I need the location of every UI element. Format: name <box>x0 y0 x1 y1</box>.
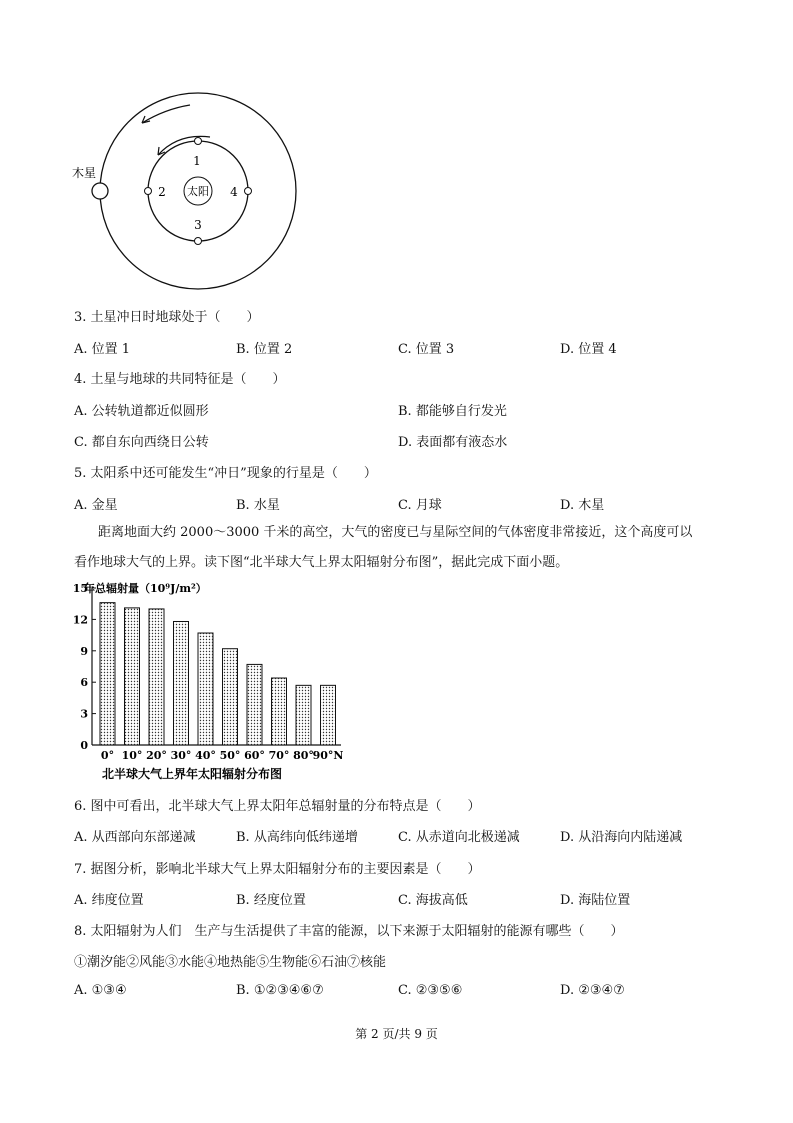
q3-option-d[interactable]: D. 位置 4 <box>560 342 617 357</box>
position-3-dot <box>195 238 202 245</box>
q3-option-c[interactable]: C. 位置 3 <box>398 342 455 357</box>
q8-option-b[interactable]: B. ①②③④⑥⑦ <box>236 983 324 998</box>
question-6: 6. 图中可看出，北半球大气上界太阳年总辐射量的分布特点是（ ） <box>74 799 481 814</box>
question-4: 4. 土星与地球的共同特征是（ ） <box>74 372 286 387</box>
sun-label: 太阳 <box>187 185 209 198</box>
chart-xtick-label: 20° <box>146 749 167 762</box>
chart-bar <box>174 621 189 745</box>
jupiter-planet <box>92 183 108 199</box>
position-2-dot <box>145 188 152 195</box>
radiation-bar-chart <box>70 578 370 788</box>
chart-bar <box>223 649 238 745</box>
q3-option-b[interactable]: B. 位置 2 <box>236 342 293 357</box>
position-2-label: 2 <box>158 185 166 199</box>
chart-ytick-label: 3 <box>80 707 88 721</box>
page-footer: 第 2 页/共 9 页 <box>355 1027 438 1041</box>
chart-xtick-label: 70° <box>268 749 290 762</box>
chart-ytick-label: 6 <box>80 676 88 690</box>
q7-option-b[interactable]: B. 经度位置 <box>236 893 306 908</box>
q5-option-a[interactable]: A. 金星 <box>74 498 118 513</box>
q7-option-d[interactable]: D. 海陆位置 <box>560 893 631 908</box>
question-7: 7. 据图分析，影响北半球大气上界太阳辐射分布的主要因素是（ ） <box>74 862 481 877</box>
position-3-label: 3 <box>194 218 202 232</box>
chart-ytick-label: 12 <box>72 613 88 627</box>
chart-xtick-label: 40° <box>195 749 216 762</box>
q8-option-c[interactable]: C. ②③⑤⑥ <box>398 983 463 998</box>
q3-option-a[interactable]: A. 位置 1 <box>74 342 131 357</box>
chart-xtick-label: 80° <box>293 749 314 762</box>
chart-ylabel: 年总辐射量（10⁹J/m²） <box>84 582 207 595</box>
chart-bar <box>272 678 287 745</box>
question-3: 3. 土星冲日时地球处于（ ） <box>74 310 260 325</box>
chart-bar <box>100 603 115 745</box>
chart-bar <box>296 685 311 745</box>
question-8: 8. 太阳辐射为人们 生产与生活提供了丰富的能源，以下来源于太阳辐射的能源有哪些（ ） <box>74 924 624 939</box>
chart-xtick-label: 60° <box>244 749 265 762</box>
chart-bar <box>125 608 140 745</box>
q6-option-a[interactable]: A. 从西部向东部递减 <box>74 830 196 845</box>
q4-option-b[interactable]: B. 都能够自行发光 <box>398 404 507 419</box>
q5-option-b[interactable]: B. 水星 <box>236 498 280 513</box>
chart-ytick-label: 9 <box>80 644 88 658</box>
position-1-label: 1 <box>193 154 201 168</box>
chart-bar <box>198 633 213 745</box>
chart-ytick-label: 0 <box>80 739 88 752</box>
chart-bar <box>247 664 262 745</box>
q5-option-c[interactable]: C. 月球 <box>398 498 442 513</box>
q4-option-c[interactable]: C. 都自东向西绕日公转 <box>74 435 209 450</box>
orbit-diagram <box>70 85 310 300</box>
position-4-dot <box>245 188 252 195</box>
chart-xtick-label: 10° <box>121 749 143 762</box>
position-1-dot <box>195 138 202 145</box>
q4-option-d[interactable]: D. 表面都有液态水 <box>398 435 508 450</box>
q5-option-d[interactable]: D. 木星 <box>560 498 605 513</box>
question-5: 5. 太阳系中还可能发生“冲日”现象的行星是（ ） <box>74 466 377 481</box>
q6-option-d[interactable]: D. 从沿海向内陆递减 <box>560 830 683 845</box>
passage-line-2: 看作地球大气的上界。读下图“北半球大气上界太阳辐射分布图”，据此完成下面小题。 <box>74 555 569 570</box>
chart-bar <box>321 685 336 745</box>
outer-arrow-icon <box>142 105 190 123</box>
chart-xtick-label: 50° <box>219 749 241 762</box>
q6-option-c[interactable]: C. 从赤道向北极递减 <box>398 830 520 845</box>
q7-option-c[interactable]: C. 海拔高低 <box>398 893 468 908</box>
q6-option-b[interactable]: B. 从高纬向低纬递增 <box>236 830 358 845</box>
q8-energy-list: ①潮汐能②风能③水能④地热能⑤生物能⑥石油⑦核能 <box>74 955 387 970</box>
chart-ytick-label: 15 <box>72 582 88 595</box>
q7-option-a[interactable]: A. 纬度位置 <box>74 893 144 908</box>
chart-title: 北半球大气上界年太阳辐射分布图 <box>101 767 283 781</box>
chart-bar <box>149 609 164 745</box>
q4-option-a[interactable]: A. 公转轨道都近似圆形 <box>74 404 209 419</box>
position-4-label: 4 <box>230 185 238 199</box>
chart-xtick-label: 90°N <box>312 749 344 762</box>
jupiter-label: 木星 <box>72 166 97 180</box>
chart-xtick-label: 30° <box>170 749 192 762</box>
passage-line-1: 距离地面大约 2000～3000 千米的高空，大气的密度已与星际空间的气体密度非常接近，这个高度可以 <box>98 525 693 540</box>
q8-option-a[interactable]: A. ①③④ <box>74 983 127 998</box>
chart-xtick-label: 0° <box>100 749 115 762</box>
q8-option-d[interactable]: D. ②③④⑦ <box>560 983 625 998</box>
